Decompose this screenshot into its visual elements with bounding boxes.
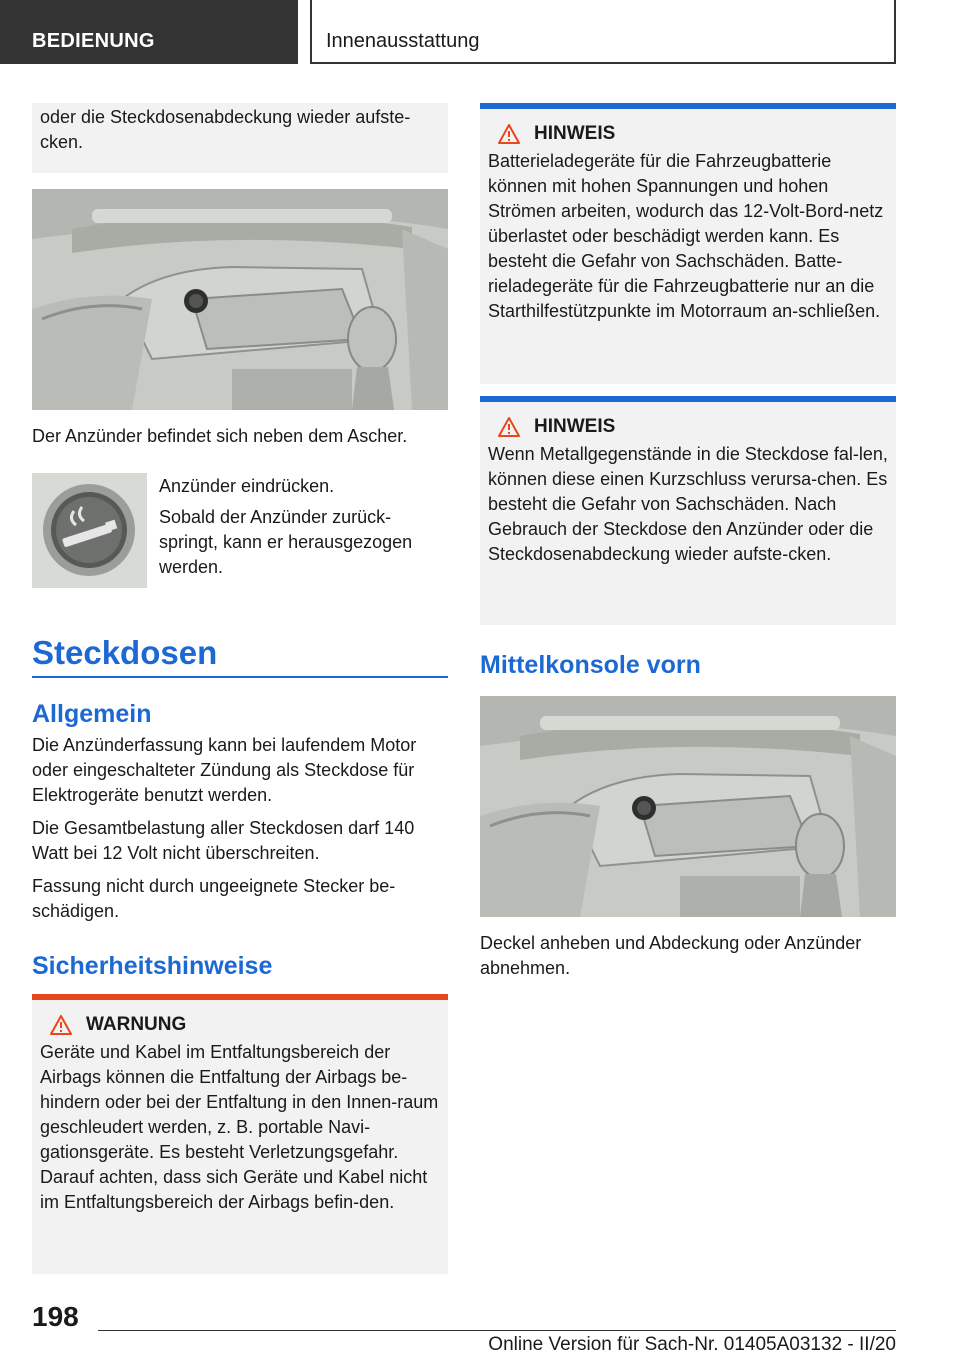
online-version-text: Online Version für Sach-Nr. 01405A03132 - II/20 bbox=[488, 1334, 896, 1355]
heading-sicherheitshinweise: Sicherheitshinweise bbox=[32, 952, 273, 980]
step-2: Sobald der Anzünder zurück-springt, kann er herausgezogen werden. bbox=[159, 507, 413, 577]
heading-rule bbox=[32, 676, 448, 678]
heading-mittelkonsole-wrap bbox=[480, 651, 896, 680]
center-console-illustration bbox=[32, 189, 448, 410]
hint-triangle-icon bbox=[498, 417, 520, 437]
warning-triangle-icon bbox=[50, 1015, 72, 1035]
hint-1-text: Batterieladegeräte für die Fahrzeugbatterie können mit hohen Spannungen und hohen Strömen arbeiten, wodurch das 12-Volt-Bord-netz überlastet oder beschädigt werden kann. Es besteht die Gefahr von Sachschäden. Batte-rieladegeräte für die Fahrzeugbatterie nur an die Starthilfestützpunkte im Motorraum an-schließen. bbox=[488, 151, 884, 321]
section-steckdosen bbox=[32, 634, 448, 678]
lighter-icon-box bbox=[32, 473, 147, 588]
heading-sicherheitshinweise-wrap bbox=[32, 952, 448, 981]
section-title: BEDIENUNG bbox=[32, 30, 155, 52]
heading-allgemein: Allgemein bbox=[32, 700, 152, 728]
center-console-illustration bbox=[480, 696, 896, 917]
chapter-tab bbox=[310, 0, 896, 64]
hint-1-title: HINWEIS bbox=[534, 123, 616, 144]
console-photo-right bbox=[480, 696, 896, 917]
hint-2-text: Wenn Metallgegenstände in die Steckdose fal-len, können diese einen Kurzschluss verursa-chen. Es besteht die Gefahr von Sachschäden. Nach Gebrauch der Steckdose den Anzünder oder die Steckdosenabdeckung wieder aufste-cken. bbox=[488, 444, 888, 564]
continued-note-text: oder die Steckdosenabdeckung wieder aufste-cken. bbox=[40, 107, 411, 152]
photo-caption-left: Der Anzünder befindet sich neben dem Ascher. bbox=[32, 426, 408, 446]
continued-note bbox=[32, 103, 448, 173]
heading-steckdosen: Steckdosen bbox=[32, 634, 218, 671]
cigarette-lighter-icon bbox=[32, 473, 147, 588]
chapter-title: Innenausstattung bbox=[326, 30, 480, 52]
console-photo-left bbox=[32, 189, 448, 410]
hint-box-2 bbox=[480, 396, 896, 625]
warning-text: Geräte und Kabel im Entfaltungsbereich der Airbags können die Entfaltung der Airbags be-hindern oder bei der Entfaltung in den Innen-raum geschleudert werden, z. B. portable Navi-gationsgeräte. Es besteht Verletzungsgefahr. Darauf achten, dass sich Geräte und Kabel nicht im Entfaltungsbereich der Airbags befin-den. bbox=[40, 1042, 439, 1212]
hint-triangle-icon bbox=[498, 124, 520, 144]
section-tab bbox=[0, 0, 298, 64]
section-allgemein bbox=[32, 700, 448, 924]
paragraph-1: Die Anzünderfassung kann bei laufendem Motor oder eingeschalteter Zündung als Steckdose für Elektrogeräte benutzt werden. bbox=[32, 735, 417, 805]
hint-box-1 bbox=[480, 103, 896, 384]
paragraph-2: Die Gesamtbelastung aller Steckdosen darf 140 Watt bei 12 Volt nicht überschreiten. bbox=[32, 818, 415, 863]
step-1: Anzünder eindrücken. bbox=[159, 476, 335, 496]
heading-mittelkonsole: Mittelkonsole vorn bbox=[480, 651, 701, 679]
lighter-steps bbox=[159, 474, 448, 580]
photo-caption-right: Deckel anheben und Abdeckung oder Anzünder abnehmen. bbox=[480, 933, 862, 978]
warning-title: WARNUNG bbox=[86, 1014, 187, 1035]
hint-2-title: HINWEIS bbox=[534, 416, 616, 437]
page-number: 198 bbox=[32, 1301, 79, 1332]
warning-box bbox=[32, 994, 448, 1274]
paragraph-3: Fassung nicht durch ungeeignete Stecker be-schädigen. bbox=[32, 876, 396, 921]
footer-rule bbox=[98, 1330, 896, 1331]
